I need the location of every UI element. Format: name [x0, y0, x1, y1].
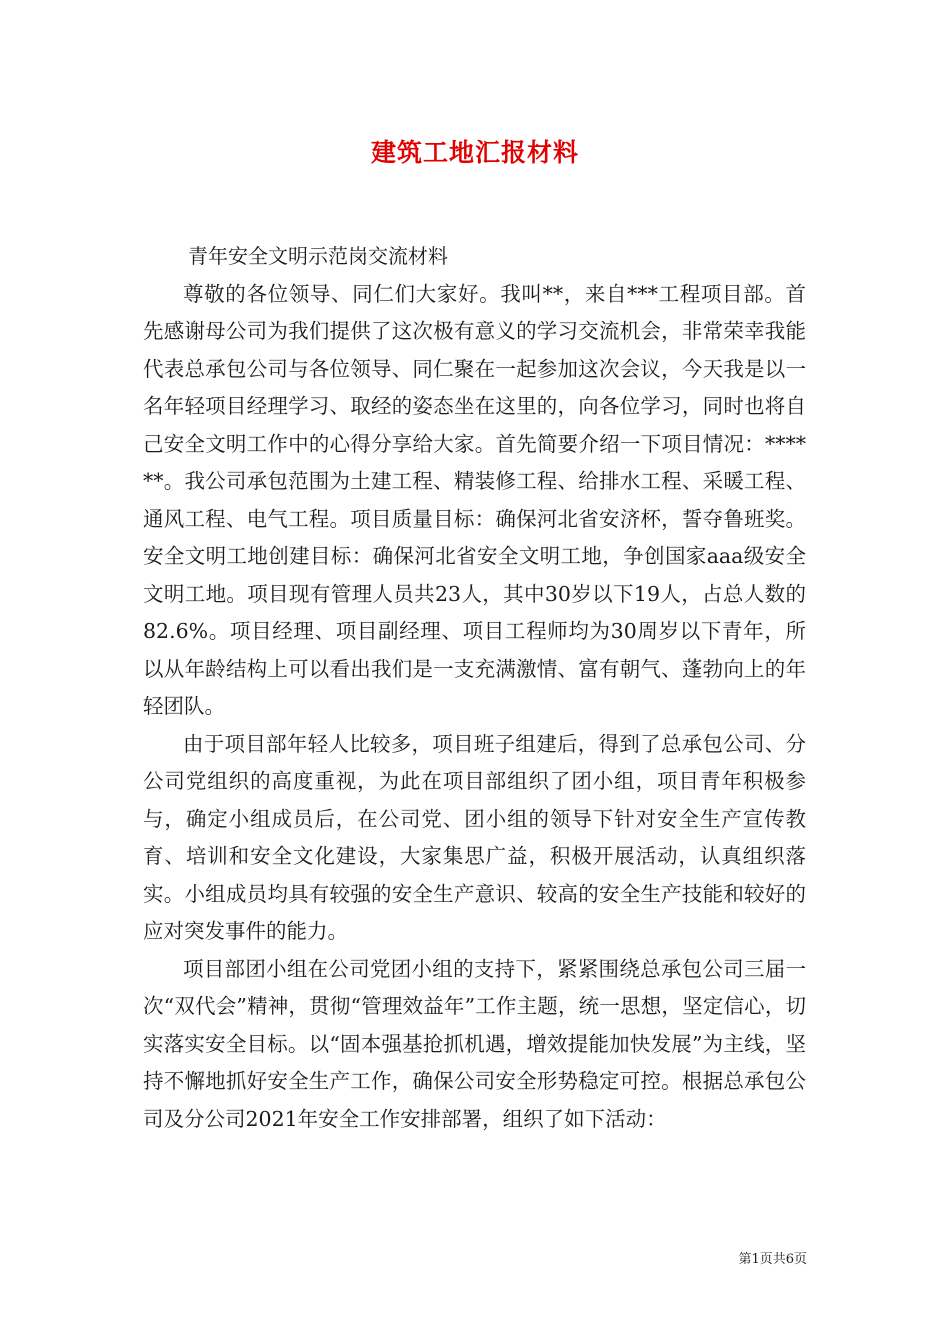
document-body	[143, 238, 806, 1138]
paragraph-intro: 尊敬的各位领导、同仁们大家好。我叫**，来自***工程项目部。首先感谢母公司为我们提供了这次极有意义的学习交流机会，非常荣幸我能代表总承包公司与各位领导、同仁聚在一起参加这次会议，今天我是以一名年轻项目经理学习、取经的姿态坐在这里的，向各位学习，同时也将自己安全文明工作中的心得分享给大家。首先简要介绍一下项目情况：******。我公司承包范围为土建工程、精装修工程、给排水工程、采暖工程、通风工程、电气工程。项目质量目标：确保河北省安济杯，誓夺鲁班奖。安全文明工地创建目标：确保河北省安全文明工地，争创国家aaa级安全文明工地。项目现有管理人员共23人，其中30岁以下19人，占总人数的82.6%。项目经理、项目副经理、项目工程师均为30周岁以下青年，所以从年龄结构上可以看出我们是一支充满激情、富有朝气、蓬勃向上的年轻团队。	[143, 281, 806, 718]
paragraph-team: 由于项目部年轻人比较多，项目班子组建后，得到了总承包公司、分公司党组织的高度重视，为此在项目部组织了团小组，项目青年积极参与，确定小组成员后，在公司党、团小组的领导下针对安全生产宣传教育、培训和安全文化建设，大家集思广益，积极开展活动，认真组织落实。小组成员均具有较强的安全生产意识、较高的安全生产技能和较好的应对突发事件的能力。	[143, 731, 806, 943]
document-subtitle: 青年安全文明示范岗交流材料	[188, 244, 448, 268]
page-number: 第1页共6页	[738, 1252, 807, 1267]
paragraph-activities: 项目部团小组在公司党团小组的支持下，紧紧围绕总承包公司三届一次“双代会”精神，贯彻“管理效益年”工作主题，统一思想，坚定信心，切实落实安全目标。以“固本强基抢抓机遇，增效提能加快发展”为主线，坚持不懈地抓好安全生产工作，确保公司安全形势稳定可控。根据总承包公司及分公司2021年安全工作安排部署，组织了如下活动：	[143, 956, 806, 1131]
document-title: 建筑工地汇报材料	[370, 138, 579, 167]
